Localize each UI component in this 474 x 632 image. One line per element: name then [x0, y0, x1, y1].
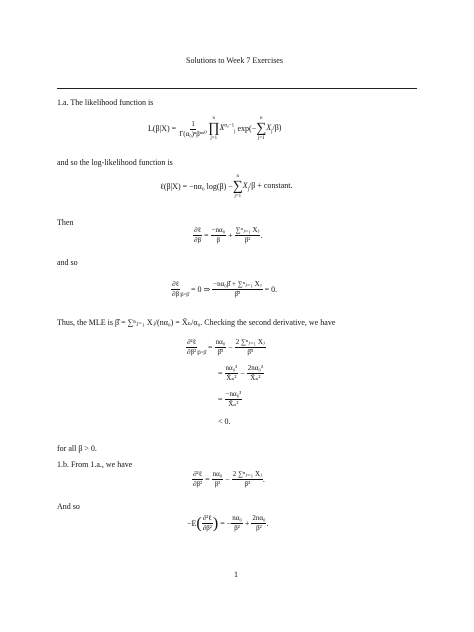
- eq7-paren-den: ∂β²: [202, 524, 212, 532]
- eq2-lhs: ℓ(β|X) = −nα₀ log(β) −: [160, 182, 233, 191]
- eq5-lhs-num: ∂²ℓ: [187, 338, 197, 346]
- eq1-mid-sup: α₀−1: [224, 123, 235, 129]
- equation-mle-condition: [171, 280, 277, 299]
- equation-first-derivative: [193, 226, 262, 245]
- eq5-l2-a-num: nα₀³: [225, 364, 238, 372]
- eq7-b-den: β²: [256, 524, 262, 532]
- and-so-label-2: And so: [57, 502, 80, 511]
- eq7-lhs: −E: [187, 518, 197, 528]
- equation-second-derivative-line1: [186, 338, 266, 357]
- eq3-t1-num: −nα₀: [211, 226, 226, 234]
- eq7-a: [231, 514, 243, 533]
- eq6-end: .: [262, 474, 265, 484]
- eq1-tail-sub: j: [271, 129, 273, 135]
- eq1-prod-symbol: ∏: [207, 121, 220, 136]
- eq1-mid: [220, 123, 236, 136]
- eq5-a-num: nα₀: [215, 338, 226, 346]
- eq1-frac-den: Γ(α₀)ⁿβⁿᵅ⁰: [179, 129, 207, 138]
- eq3-lhs: [193, 226, 202, 245]
- eq4-lhs-num: ∂ℓ: [172, 280, 179, 288]
- equation-second-derivative-line2: [218, 364, 264, 383]
- eq1-exp: exp(−: [237, 124, 257, 133]
- eq7-end: .: [266, 518, 269, 528]
- eq1-sum: [256, 116, 266, 142]
- eq6-a-den: β²: [214, 480, 221, 488]
- eq4-den: β̂²: [234, 290, 241, 298]
- eq5-b-num: 2 ∑ⁿⱼ₌₁ Xⱼ: [235, 338, 265, 346]
- eq6-b-num: 2 ∑ⁿⱼ₌₁ Xⱼ: [232, 470, 262, 478]
- equation-fisher-information: [187, 514, 268, 533]
- loglik-intro: and so the log-likelihood function is: [57, 158, 173, 167]
- eq7-eq: = −: [220, 518, 232, 528]
- eq5-l2-b-den: X̄ₙ²: [250, 374, 261, 382]
- section-1a-intro: 1.a. The likelihood function is: [57, 98, 154, 107]
- eq5-l2-b-num: 2nα₀³: [247, 364, 263, 372]
- eq7-plus: +: [244, 518, 250, 528]
- eq7-a-num: nα₀: [232, 514, 242, 522]
- eq1-mid-var: X: [219, 122, 225, 132]
- eq4-num: −nα₀β̂ + ∑ⁿⱼ₌₁ Xⱼ: [213, 280, 262, 288]
- eq5-b: [235, 338, 266, 357]
- eq2-end: /β + constant.: [249, 180, 293, 190]
- eq7-paren-open: (: [196, 514, 202, 532]
- equation-1b-second-derivative: [192, 470, 265, 489]
- eq5-lhs-den: ∂β²: [187, 348, 197, 356]
- eq4-end: = 0.: [264, 284, 278, 294]
- eq1-tail-var: X: [266, 122, 272, 132]
- eq1-sum-top: n: [259, 116, 263, 121]
- eq6-a-num: nα₀: [212, 470, 223, 478]
- eq6-lhs-num: ∂²ℓ: [193, 470, 203, 478]
- title-rule: [57, 88, 417, 89]
- mle-text: Thus, the MLE is β̂ = ∑ⁿⱼ₌₁ Xⱼ/(nα₀) = X̄ₙ/α₀. Checking the second derivative, we have: [57, 318, 336, 327]
- eq1-fraction: [178, 120, 208, 139]
- eq3-term2: [235, 226, 261, 245]
- eq2-rest: [243, 181, 293, 194]
- eq6-b: [232, 470, 263, 489]
- eq4-lhs: [171, 280, 180, 299]
- then-label: Then: [57, 218, 74, 227]
- eq3-end: .: [260, 230, 263, 240]
- page-title: Solutions to Week 7 Exercises: [186, 56, 283, 65]
- eq5-sub: |β=β̂: [197, 351, 207, 356]
- eq3-term1: [211, 226, 227, 245]
- equation-likelihood: [148, 116, 281, 142]
- eq5-l3-eq: =: [218, 394, 223, 404]
- and-so-label-1: and so: [57, 258, 78, 267]
- eq3-eq: =: [204, 230, 209, 240]
- eq5-minus: −: [228, 342, 233, 352]
- eq3-lhs-num: ∂ℓ: [194, 226, 201, 234]
- eq1-product: [208, 116, 220, 142]
- eq1-mid-sub: j: [234, 129, 236, 135]
- eq4-mid: = 0 ⇒: [190, 284, 211, 294]
- eq5-l2-b: [247, 364, 264, 383]
- eq2-sum-bot: j=1: [234, 194, 242, 199]
- eq6-lhs: [192, 470, 203, 489]
- eq1-sum-bot: j=1: [257, 136, 265, 141]
- eq7-b-num: 2nα₀: [252, 514, 266, 522]
- eq2-sum-top: n: [236, 174, 239, 179]
- equation-second-derivative-line3: [218, 390, 242, 409]
- eq6-b-den: β³: [244, 480, 251, 488]
- eq1-tail: [266, 123, 281, 136]
- eq5-l2-minus: −: [240, 368, 245, 378]
- eq3-lhs-den: ∂β: [194, 236, 202, 244]
- eq5-l3-num: −nα₀³: [225, 390, 242, 398]
- eq6-lhs-den: ∂β²: [193, 480, 203, 488]
- eq1-frac-num: 1: [191, 119, 195, 128]
- eq3-t2-num: ∑ⁿⱼ₌₁ Xⱼ: [235, 226, 260, 234]
- eq7-b: [251, 514, 269, 533]
- eq5-a: [215, 338, 227, 357]
- eq5-l2-a-den: X̄ₙ²: [226, 374, 237, 382]
- eq7-paren-num: ∂²ℓ: [202, 514, 212, 522]
- eq5-l2-a: [225, 364, 239, 383]
- eq4-lhs-den: ∂β: [172, 290, 180, 298]
- eq2-rest-sub: j: [247, 187, 250, 193]
- section-1b-intro: 1.b. From 1.a., we have: [57, 460, 133, 469]
- eq4-sub: |β=β̂: [180, 293, 189, 298]
- eq6-minus: −: [225, 474, 230, 484]
- eq1-prod-bot: j=1: [210, 136, 218, 141]
- eq3-t2-den: β²: [244, 236, 251, 244]
- eq5-eq: =: [208, 342, 213, 352]
- for-all-text: for all β > 0.: [57, 444, 97, 453]
- equation-log-likelihood: [160, 174, 292, 200]
- eq5-a-den: β̂²: [217, 348, 224, 356]
- eq3-plus: +: [228, 230, 233, 240]
- eq2-sum-symbol: ∑: [232, 179, 243, 194]
- eq2-rest-var: X: [242, 180, 248, 190]
- eq1-sum-symbol: ∑: [256, 121, 267, 136]
- eq6-eq: =: [205, 474, 210, 484]
- eq5-l3-den: X̄ₙ²: [228, 400, 239, 408]
- eq2-sum: [233, 174, 243, 200]
- eq5-l4: < 0.: [218, 417, 231, 426]
- eq1-prod-top: n: [212, 116, 215, 121]
- eq7-a-den: β²: [234, 524, 240, 532]
- eq1-lhs: L(β|X) =: [148, 124, 177, 133]
- eq4-fraction: [212, 280, 262, 299]
- eq7-paren: [202, 514, 213, 533]
- eq5-b-den: β̂³: [247, 348, 254, 356]
- eq7-paren-close: ): [212, 514, 219, 532]
- eq5-lhs: [186, 338, 197, 357]
- eq3-t1-den: β: [216, 236, 221, 244]
- page-number: 1: [234, 570, 238, 579]
- eq1-tail-end: /β): [272, 122, 282, 132]
- eq5-l3: [225, 390, 243, 409]
- eq6-a: [212, 470, 224, 489]
- eq5-l2-eq: =: [218, 368, 223, 378]
